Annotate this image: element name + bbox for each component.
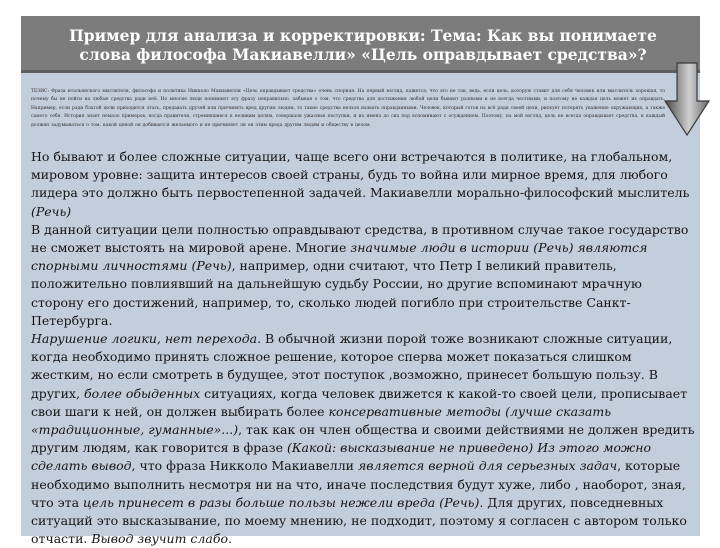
paragraph-1 <box>31 148 695 221</box>
italic-note: является верной для серьезных задач <box>357 458 618 474</box>
text-segment: В обычной жизни порой тоже возникают сложные ситуации, когда необходимо принять сложное решение, которое сперва может показаться слишком жестким, но если смотреть в будущее, этот поступок ,возможно, принесет большую пользу. В других, <box>31 331 673 401</box>
italic-note: консервативные методы (лучше сказать «традиционные, гуманные»...) <box>31 403 611 438</box>
text-segment: ситуациях, когда человек движется к какой-то своей цели, прописывает свои шаги к ней, он должен выбирать более <box>31 385 688 419</box>
italic-note: (Речь) <box>31 203 72 219</box>
text-segment: , так как он член общества и своими действиями не должен вредить другим людям, как говорится в фразе <box>31 422 695 456</box>
italic-note: Нарушение логики, нет перехода. <box>31 331 262 347</box>
text-segment: Но бывают и более сложные ситуации, чаще всего они встречаются в политике, на глобальном, мировом уровне: защита интересов своей страны, будь то война или мирное время, для любого лидера это должно быть первостепенной задачей. Макиавелли морально-философский мыслитель <box>31 149 690 201</box>
italic-note: значимые люди в истории (Речь) являются спорными личностями (Речь) <box>31 240 648 274</box>
main-text <box>31 148 695 548</box>
paragraph-2 <box>31 221 695 330</box>
title-line-2: слова философа Макиавелли» «Цель оправдывает средства»? <box>79 45 647 64</box>
down-arrow-icon[interactable] <box>663 61 711 137</box>
slide <box>21 16 700 547</box>
slide-header <box>21 16 700 73</box>
text-segment: , например, одни считают, что Петр I великий правитель, положительно повлиявший на дальнейшую судьбу России, но другие вспоминают мрачную сторону его достижений, например, то, сколько людей погибло при строительстве Санкт-Петербурга. <box>31 258 642 328</box>
text-segment: , которые необходимо выполнить несмотря ни на что, иначе последствия будут хуже, либо , наоборот, зная, что эта <box>31 458 686 510</box>
italic-note: более обыденных <box>83 385 201 401</box>
paragraph-3 <box>31 330 695 548</box>
italic-note: (Какой: высказывание не приведено) Из этого можно сделать вывод <box>31 440 651 474</box>
title-line-1: Пример для анализа и корректировки: Тема: Как вы понимаете <box>69 26 657 45</box>
text-segment: , что фраза Никколо Макиавелли <box>131 458 358 474</box>
italic-note: Вывод звучит слабо <box>91 531 228 547</box>
text-segment: . <box>228 531 232 547</box>
slide-title <box>43 26 683 64</box>
text-segment: . Для других, повседневных ситуаций это высказывание, по моему мнению, не подходит, поэтому я согласен с автором только отчасти. <box>31 494 687 547</box>
thesis-small-text: ТЕЗИС: Фраза итальянского мыслителя, философа и политика Никколо Макиавелли «Цель оправдывает средства» очень спорная. На первый взгляд, кажется, что это не так, ведь, если цель, которую ставит для себя человек или мыслитель хорошая, то почему бы не пойти на любые средства ради неё. Но многие люди понимают эту фразу неправильно, забывая о том, что средства для достижения любой цели бывают разными и не всегда честными, и поэтому не каждая цель может их оправдать. Например, если ради благой цели приходится лгать, предавать друзей или причинять вред другим людям, то такие средства нельзя назвать оправданными. Человек, который готов на всё ради своей цели, рискует потерять уважение окружающих, а также самого себя. История знает немало примеров, когда правители, стремившиеся к великим целям, совершали ужасные поступки, и их имена до сих пор вспоминают с осуждением. Поэтому, на мой взгляд, цель не всегда оправдывает средства, и каждый должен задумываться о том, какой ценой он добивается желаемого и не причиняет ли он этим вреда другим людям и обществу в целом. <box>31 89 665 128</box>
text-segment: В данной ситуации цели полностью оправдывают средства, в противном случае такое государство не сможет выстоять на мировой арене. Многие <box>31 221 689 256</box>
italic-note: цель принесет в разы больше пользы нежели вреда (Речь) <box>83 494 480 510</box>
